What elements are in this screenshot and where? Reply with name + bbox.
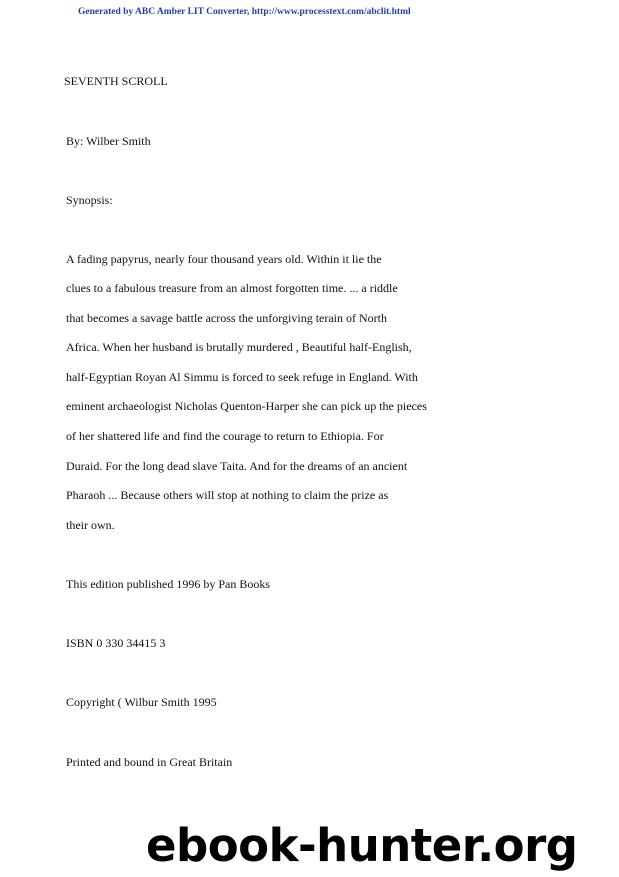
synopsis-line: A fading papyrus, nearly four thousand years old. Within it lie the (66, 252, 382, 266)
book-title: SEVENTH SCROLL (64, 74, 168, 88)
copyright-info: Copyright ( Wilbur Smith 1995 (66, 695, 217, 709)
synopsis-line: Pharaoh ... Because others will stop at nothing to claim the prize as (66, 488, 389, 502)
edition-info: This edition published 1996 by Pan Books (66, 577, 270, 591)
converter-header-link[interactable]: Generated by ABC Amber LIT Converter, http://www.processtext.com/abclit.html (78, 7, 411, 17)
printed-info: Printed and bound in Great Britain (66, 755, 233, 769)
synopsis-line: half-Egyptian Royan Al Simmu is forced to seek refuge in England. With (66, 370, 418, 384)
synopsis-line: that becomes a savage battle across the unforgiving terain of North (66, 311, 388, 325)
synopsis-line: clues to a fabulous treasure from an almost forgotten time. ... a riddle (66, 281, 398, 295)
synopsis-line: Africa. When her husband is brutally murdered , Beautiful half-English, (66, 340, 412, 354)
synopsis-line: eminent archaeologist Nicholas Quenton-Harper she can pick up the pieces (66, 399, 427, 413)
synopsis-line: Duraid. For the long dead slave Taita. And for the dreams of an ancient (66, 459, 408, 473)
book-author: By: Wilber Smith (66, 134, 151, 148)
watermark-text: ebook-hunter.org (146, 819, 578, 872)
synopsis-line: their own. (66, 518, 115, 532)
synopsis-heading: Synopsis: (66, 193, 113, 207)
synopsis-line: of her shattered life and find the courage to return to Ethiopia. For (66, 429, 384, 443)
isbn-info: ISBN 0 330 34415 3 (66, 636, 166, 650)
